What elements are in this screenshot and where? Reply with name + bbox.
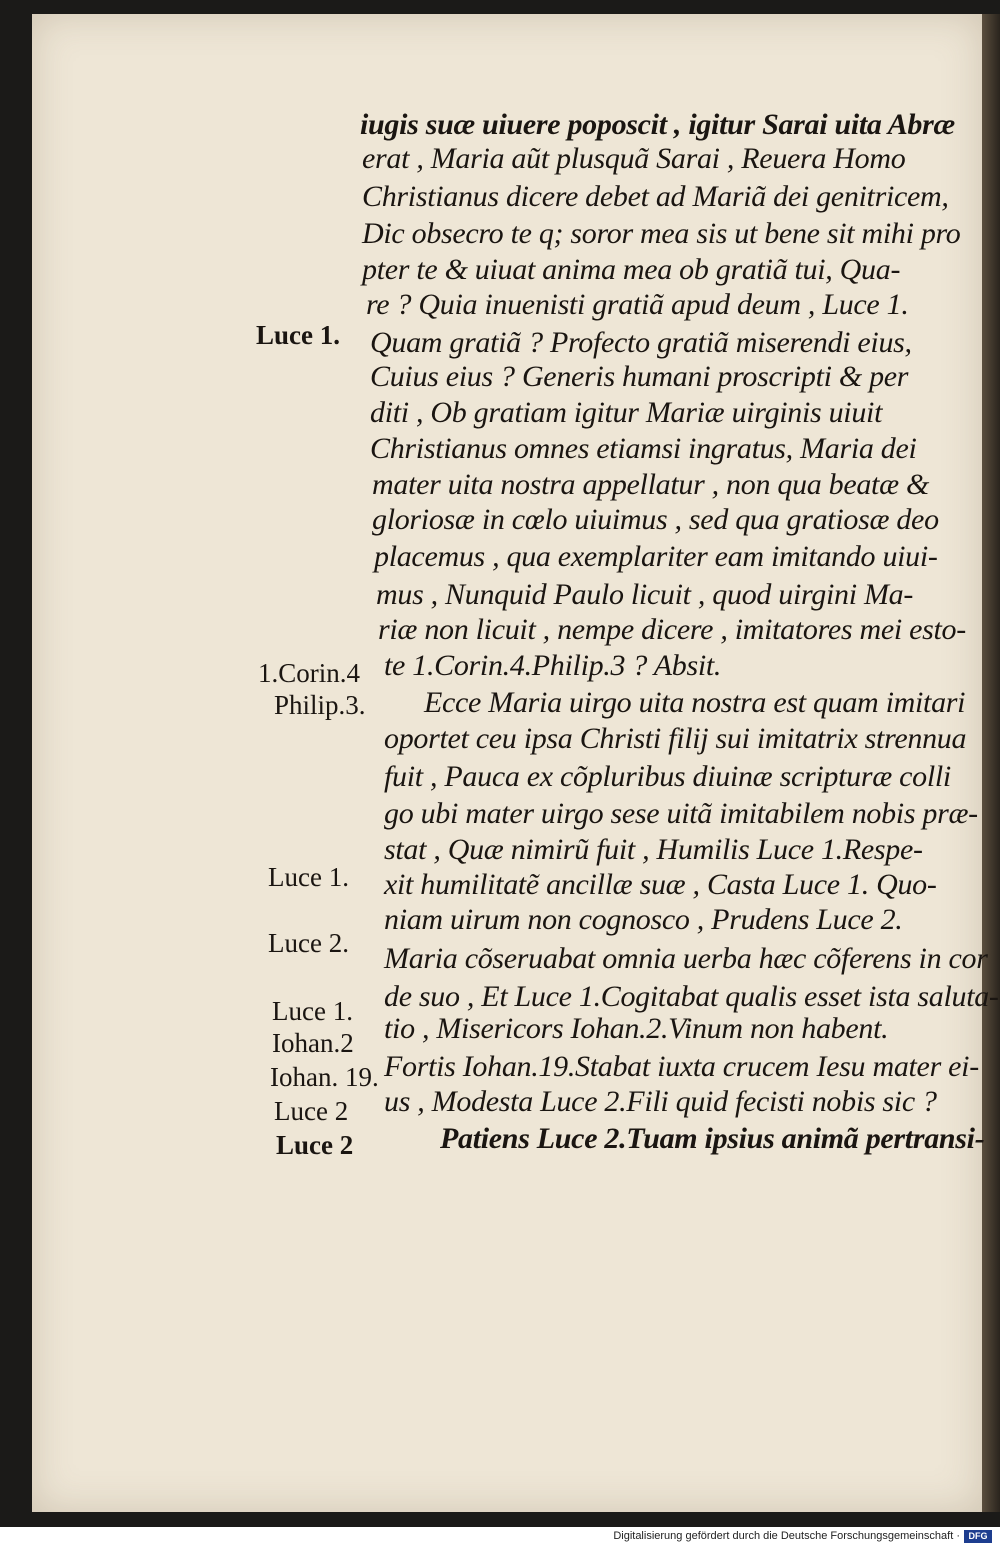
book-spine <box>982 14 1000 1512</box>
margin-note: Philip.3. <box>274 690 366 720</box>
body-line: niam uirum non cognosco , Prudens Luce 2. <box>384 903 903 936</box>
body-line: stat , Quæ nimirũ fuit , Humilis Luce 1.Respe- <box>384 833 923 866</box>
body-line: tio , Misericors Iohan.2.Vinum non habent. <box>384 1012 889 1045</box>
body-line: Christianus omnes etiamsi ingratus, Maria dei <box>370 432 917 465</box>
margin-note: Luce 2. <box>268 928 349 958</box>
margin-note: 1.Corin.4 <box>258 658 361 688</box>
body-line: Patiens Luce 2.Tuam ipsius animã pertransi- <box>440 1122 985 1155</box>
body-line: erat , Maria aũt plusquã Sarai , Reuera Homo <box>362 142 906 175</box>
body-line: Ecce Maria uirgo uita nostra est quam imitari <box>424 686 966 719</box>
body-line: gloriosæ in cœlo uiuimus , sed qua gratiosæ deo <box>372 503 939 536</box>
body-line: fuit , Pauca ex cõpluribus diuinæ scripturæ colli <box>384 760 951 793</box>
margin-note: Luce 1. <box>256 320 340 350</box>
body-line: pter te & uiuat anima mea ob gratiã tui, Qua- <box>362 253 901 286</box>
body-line: Fortis Iohan.19.Stabat iuxta crucem Iesu mater ei- <box>384 1050 979 1083</box>
body-line: Dic obsecro te q; soror mea sis ut bene sit mihi pro <box>362 217 961 250</box>
margin-note: Luce 2 <box>276 1130 354 1160</box>
body-line: de suo , Et Luce 1.Cogitabat qualis esset ista saluta- <box>384 980 999 1013</box>
margin-note: Luce 1. <box>272 996 353 1026</box>
dfg-logo: DFG <box>964 1530 992 1543</box>
body-line: us , Modesta Luce 2.Fili quid fecisti nobis sic ? <box>384 1085 937 1118</box>
body-line: iugis suæ uiuere poposcit , igitur Sarai uita Abræ <box>360 108 955 141</box>
margin-note: Luce 1. <box>268 862 349 892</box>
margin-note: Luce 2 <box>274 1096 349 1126</box>
footer-credit: Digitalisierung gefördert durch die Deutsche Forschungsgemeinschaft · <box>613 1530 960 1542</box>
body-line: diti , Ob gratiam igitur Mariæ uirginis uiuit <box>370 396 883 429</box>
body-line: mater uita nostra appellatur , non qua beatæ & <box>372 468 930 501</box>
body-line: riæ non licuit , nempe dicere , imitatores mei esto- <box>378 613 966 646</box>
body-line: te 1.Corin.4.Philip.3 ? Absit. <box>384 649 722 682</box>
body-line: Quam gratiã ? Profecto gratiã miserendi eius, <box>370 326 912 359</box>
body-line: placemus , qua exemplariter eam imitando uiui- <box>374 540 938 573</box>
body-line: Christianus dicere debet ad Mariã dei genitricem, <box>362 180 949 213</box>
body-line: re ? Quia inuenisti gratiã apud deum , Luce 1. <box>366 288 909 321</box>
margin-note: Iohan.2 <box>272 1028 354 1058</box>
digitization-footer <box>0 1527 1000 1547</box>
body-line: Maria cõseruabat omnia uerba hæc cõferens in cor <box>384 942 988 975</box>
body-line: xit humilitatẽ ancillæ suæ , Casta Luce 1. Quo- <box>384 868 937 901</box>
body-line: Cuius eius ? Generis humani proscripti & per <box>370 360 909 393</box>
body-line: mus , Nunquid Paulo licuit , quod uirgini Ma- <box>376 578 914 611</box>
body-line: go ubi mater uirgo sese uitã imitabilem nobis præ- <box>384 797 978 830</box>
body-line: oportet ceu ipsa Christi filij sui imitatrix strennua <box>384 722 967 755</box>
margin-note: Iohan. 19. <box>270 1062 379 1092</box>
